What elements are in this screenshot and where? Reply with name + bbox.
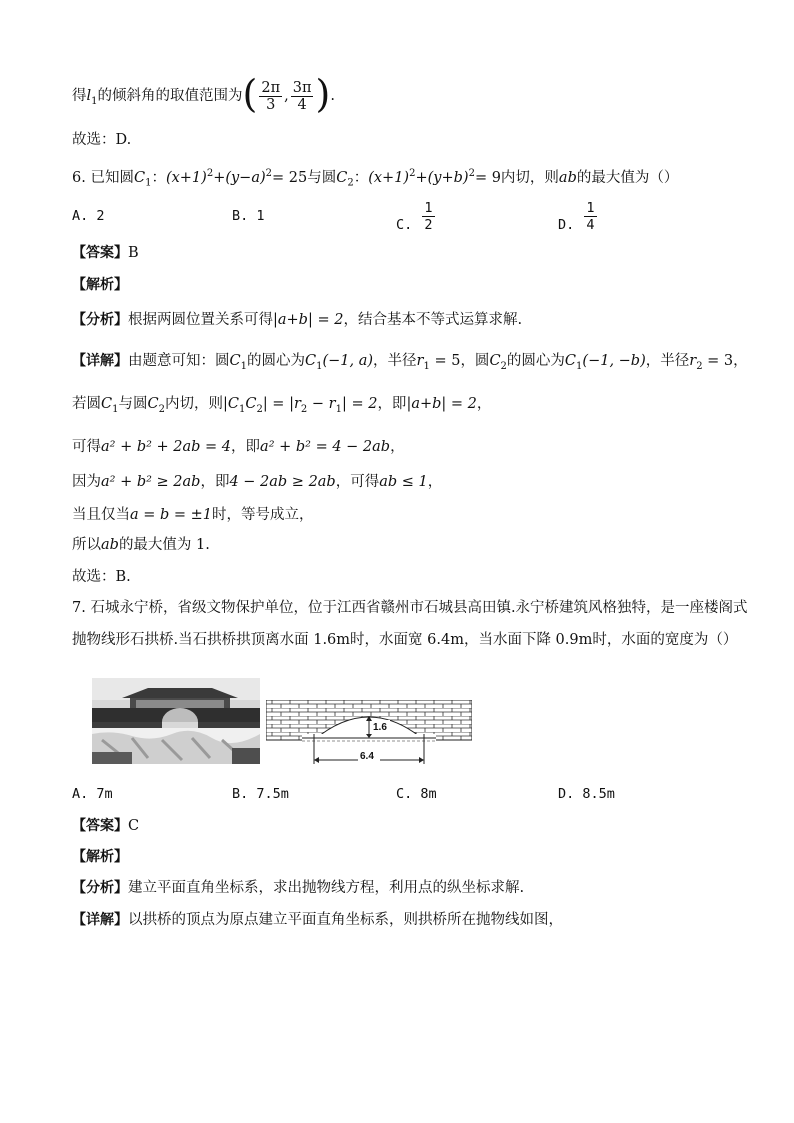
- q7-options: [72, 786, 722, 826]
- detail-tag: 【详解】: [72, 912, 128, 928]
- math: = 5: [429, 353, 461, 369]
- math: a² + b² = 4 − 2ab: [260, 439, 391, 455]
- text: 当且仅当: [72, 507, 130, 523]
- fraction-2pi-3: [259, 80, 282, 113]
- option-c[interactable]: [396, 200, 437, 233]
- text: 的最大值为（）: [576, 169, 679, 186]
- math: |a+b| = 2: [273, 312, 344, 328]
- q6-final: 故选：B.: [72, 569, 131, 585]
- eq-part: (x+1): [368, 169, 410, 186]
- eq-part: = 9: [474, 169, 501, 186]
- option-d[interactable]: D. 8.5m: [558, 786, 615, 802]
- sub: 2: [256, 403, 263, 415]
- text: ，半径: [645, 353, 690, 369]
- math: a² + b² ≥ 2ab: [101, 474, 201, 490]
- answer-tag: 【答案】: [72, 245, 128, 261]
- detail-tag: 【详解】: [72, 353, 128, 369]
- text: ，可得: [335, 474, 380, 490]
- fenxi-tag: 【分析】: [72, 880, 128, 896]
- math: a² + b² + 2ab = 4: [101, 439, 232, 455]
- math: (−1, −b): [582, 353, 646, 369]
- math: a = b = ±1: [130, 507, 213, 523]
- sub: 2: [696, 360, 703, 372]
- text: ，: [733, 353, 748, 369]
- math: |C: [222, 396, 239, 412]
- numerator: 1: [424, 200, 433, 216]
- text: 因为: [72, 474, 101, 490]
- text: 得: [72, 88, 87, 104]
- eq-part: = 25: [272, 169, 308, 186]
- answer-value: C: [128, 818, 140, 834]
- option-d[interactable]: [558, 200, 599, 233]
- line-l1: l: [86, 88, 92, 104]
- bridge-photo-art: [92, 678, 260, 764]
- q6-detail-4: [72, 472, 442, 492]
- colon: ：: [151, 169, 166, 186]
- q7-fenxi: [72, 878, 524, 898]
- math: ab: [101, 537, 119, 553]
- label: C.: [396, 216, 413, 233]
- denominator: 2: [424, 217, 433, 233]
- circle-c2: C: [489, 353, 501, 369]
- fraction-1-2: [422, 200, 434, 233]
- sup: 2: [265, 168, 273, 179]
- text: 内切，则: [500, 169, 559, 186]
- sub: 1: [91, 95, 98, 107]
- height-label: 1.6: [373, 722, 387, 733]
- text: 由题意可知：圆: [128, 353, 230, 369]
- text: ，: [427, 474, 443, 490]
- question-7-line-2: 抛物线形石拱桥.当石拱桥拱顶离水面 1.6m时，水面宽 6.4m，当水面下降 0.9m时，水面的宽度为（）: [72, 632, 738, 648]
- fenxi-tag: 【分析】: [72, 312, 128, 328]
- analysis-tag: 【解析】: [72, 849, 128, 865]
- sub: 2: [500, 360, 507, 372]
- question-7-line-1: 7. 石城永宁桥，省级文物保护单位，位于江西省赣州市石城县高田镇.永宁桥建筑风格独特，是一座楼阁式: [72, 600, 748, 616]
- denominator: 3: [266, 96, 276, 113]
- sup: 2: [206, 168, 214, 179]
- numerator: 2π: [261, 79, 281, 96]
- q6-options: [72, 200, 722, 240]
- denominator: 4: [586, 217, 595, 233]
- numerator: 3π: [292, 79, 312, 96]
- label: D.: [558, 216, 575, 233]
- option-b[interactable]: B. 7.5m: [232, 786, 289, 802]
- text: ，: [476, 396, 492, 412]
- paren-close: ): [315, 72, 331, 116]
- question-6: [72, 164, 678, 194]
- center-c1: C: [304, 353, 317, 369]
- eq-part: +(y+b): [415, 169, 469, 186]
- math: | = 2: [341, 396, 378, 412]
- fraction-1-4: [584, 200, 596, 233]
- sub: 1: [423, 360, 430, 372]
- prev-answer-line: 故选：D.: [72, 132, 132, 148]
- q6-detail-6: [72, 535, 210, 555]
- sub: 1: [335, 403, 342, 415]
- center-c1: C: [564, 353, 577, 369]
- math: (−1, a): [322, 353, 374, 369]
- q6-fenxi: [72, 310, 522, 330]
- ab: ab: [558, 169, 577, 186]
- text: 时，等号成立，: [212, 507, 314, 523]
- text: 内切，则: [164, 396, 223, 412]
- analysis-tag: 【解析】: [72, 277, 128, 293]
- eq-part: +(y−a): [213, 169, 266, 186]
- math: C: [245, 396, 257, 412]
- text: 的倾斜角的取值范围为: [97, 88, 243, 104]
- math: |a+b| = 2: [406, 396, 477, 412]
- q6-detail-5: [72, 505, 314, 525]
- bridge-diagram-svg: [266, 700, 472, 768]
- prev-solution-line: [72, 72, 335, 122]
- text: ，: [390, 439, 405, 455]
- sup: 2: [468, 168, 475, 179]
- text: 可得: [72, 439, 101, 455]
- q7-analysis-heading: [72, 847, 128, 867]
- q7-answer: [72, 816, 139, 836]
- text: 与圆: [118, 396, 148, 412]
- text: ，结合基本不等式运算求解.: [343, 312, 523, 328]
- sub: 1: [240, 360, 247, 372]
- bridge-diagram: [266, 700, 472, 768]
- text: ，即: [231, 439, 261, 455]
- denominator: 4: [297, 96, 307, 113]
- sub: 2: [158, 403, 165, 415]
- eq-part: (x+1): [165, 169, 207, 186]
- circle-c2: C: [336, 169, 348, 186]
- circle-c1: C: [133, 169, 146, 186]
- math: = 3: [702, 353, 734, 369]
- sub: 1: [316, 360, 323, 372]
- q6-detail-2: [72, 394, 491, 420]
- text: 建立平面直角坐标系，求出抛物线方程，利用点的纵坐标求解.: [128, 880, 525, 896]
- sub: 2: [347, 177, 354, 189]
- text: 以拱桥的顶点为原点建立平面直角坐标系，则拱桥所在抛物线如图，: [128, 912, 563, 928]
- fraction-3pi-4: [291, 80, 314, 113]
- question-number: 6. 已知圆: [72, 169, 134, 186]
- text: 的最大值为 1.: [118, 537, 210, 553]
- text: 的圆心为: [506, 353, 565, 369]
- text: ，即: [200, 474, 230, 490]
- text: 根据两圆位置关系可得: [128, 312, 273, 328]
- width-label: 6.4: [360, 751, 374, 762]
- bridge-photo: [92, 678, 260, 764]
- sub: 1: [576, 360, 583, 372]
- q6-detail-3: [72, 437, 405, 457]
- period: .: [330, 88, 335, 104]
- text: ，半径: [373, 353, 417, 369]
- circle-c1: C: [229, 353, 241, 369]
- math: ab ≤ 1: [379, 474, 428, 490]
- option-b[interactable]: B. 1: [232, 208, 265, 224]
- q6-answer: [72, 243, 139, 263]
- radius-r1: r: [416, 353, 424, 369]
- sup: 2: [409, 168, 416, 179]
- text: ，即: [377, 396, 407, 412]
- answer-tag: 【答案】: [72, 818, 128, 834]
- q6-detail-1: [72, 351, 748, 377]
- sub: 1: [145, 177, 152, 189]
- sub: 1: [112, 403, 119, 415]
- comma: ,: [284, 88, 289, 104]
- text: 与圆: [307, 169, 337, 186]
- sub: 2: [300, 403, 308, 415]
- math: 4 − 2ab ≥ 2ab: [229, 474, 336, 490]
- math: − r: [307, 396, 336, 412]
- option-a[interactable]: A. 7m: [72, 786, 113, 802]
- text: 的圆心为: [246, 353, 305, 369]
- colon: ：: [353, 169, 369, 186]
- text: 若圆: [72, 396, 101, 412]
- option-c[interactable]: C. 8m: [396, 786, 437, 802]
- paren-open: (: [242, 72, 258, 116]
- text: ，圆: [460, 353, 490, 369]
- sub: 1: [238, 403, 246, 415]
- radius-r2: r: [689, 353, 697, 369]
- answer-value: B: [128, 245, 139, 261]
- math: | = |r: [262, 396, 301, 412]
- text: 所以: [72, 537, 101, 553]
- circle-c1: C: [101, 396, 113, 412]
- numerator: 1: [586, 200, 595, 216]
- q6-analysis-heading: [72, 275, 128, 295]
- circle-c2: C: [147, 396, 159, 412]
- option-a[interactable]: A. 2: [72, 208, 105, 224]
- q7-detail: [72, 910, 563, 930]
